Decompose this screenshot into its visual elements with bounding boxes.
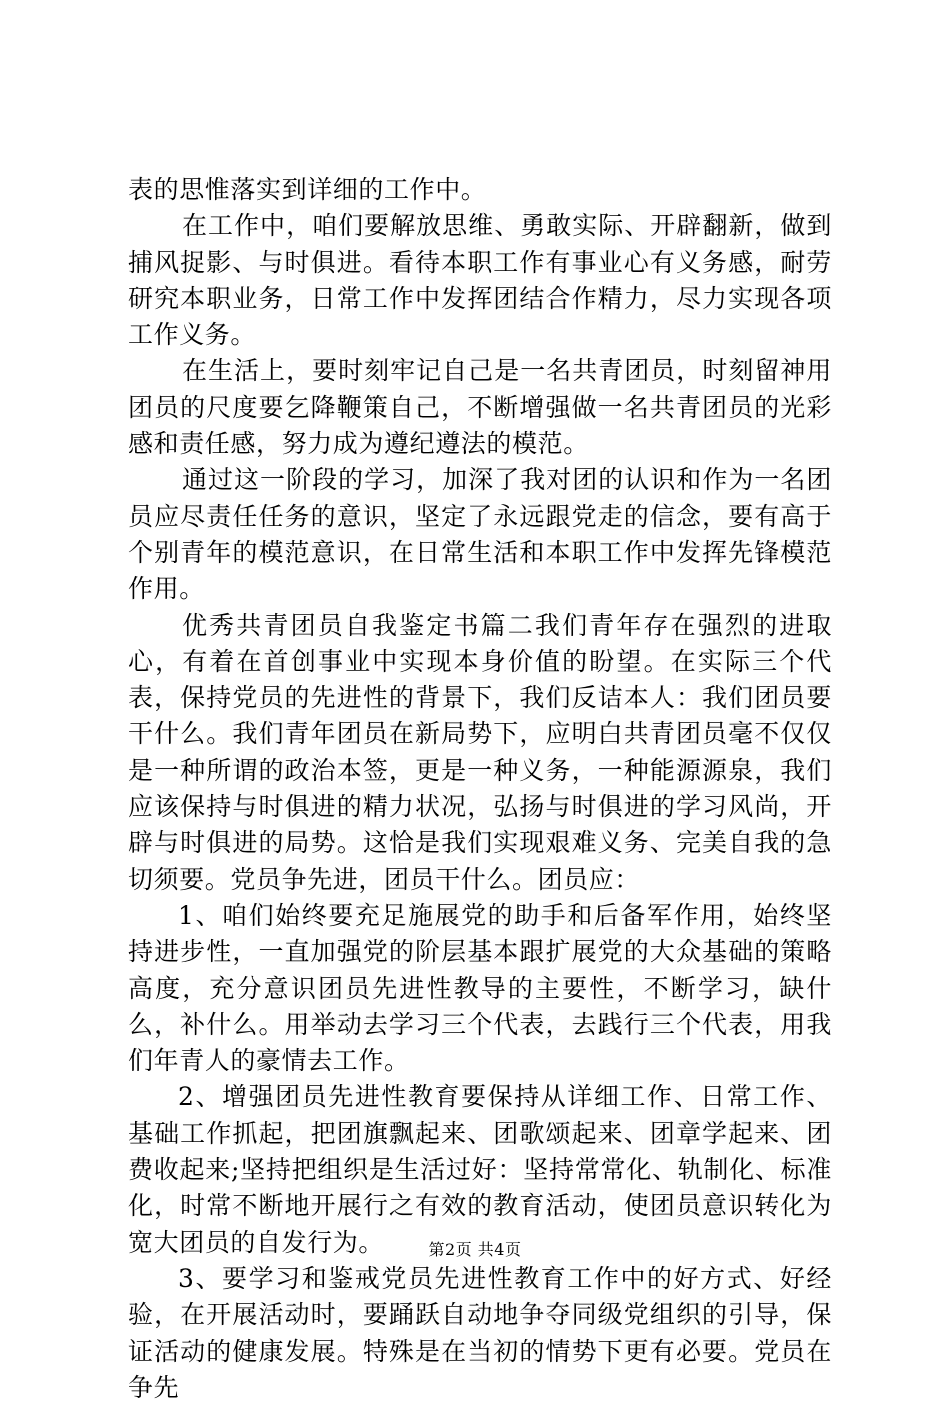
paragraph-study: 通过这一阶段的学习，加深了我对团的认识和作为一名团员应尽责任任务的意识，坚定了永远跟党走的信念，要有高于个别青年的模范意识，在日常生活和本职工作中发挥先锋模范作用。: [128, 465, 832, 604]
page-number-footer: 第2页 共4页: [428, 1240, 522, 1259]
paragraph-life: 在生活上，要时刻牢记自己是一名共青团员，时刻留神用团员的尺度要乞降鞭策自己，不断增强做一名共青团员的光彩感和责任感，努力成为遵纪遵法的模范。: [128, 356, 832, 459]
paragraph-continuation: 表的思惟落实到详细的工作中。: [128, 175, 487, 204]
document-body: [128, 172, 832, 1406]
paragraph-section-two: 优秀共青团员自我鉴定书篇二我们青年存在强烈的进取心，有着在首创事业中实现本身价值的盼望。在实际三个代表，保持党员的先进性的背景下，我们反诘本人：我们团员要干什么。我们青年团员在新局势下，应明白共青团员毫不仅仅是一种所谓的政治本签，更是一种义务，一种能源源泉，我们应该保持与时俱进的精力状况，弘扬与时俱进的学习风尚，开辟与时俱进的局势。这恰是我们实现艰难义务、完美自我的急切须要。党员争先进，团员干什么。团员应：: [128, 610, 832, 894]
paragraph-work: 在工作中，咱们要解放思维、勇敢实际、开辟翻新，做到捕风捉影、与时俱进。看待本职工作有事业心有义务感，耐劳研究本职业务，日常工作中发挥团结合作精力，尽力实现各项工作义务。: [128, 211, 832, 350]
paragraph-point-2: 2、增强团员先进性教育要保持从详细工作、日常工作、基础工作抓起，把团旗飘起来、团歌颂起来、团章学起来、团费收起来;坚持把组织是生活过好：坚持常常化、轨制化、标准化，时常不断地开展行之有效的教育活动，使团员意识转化为宽大团员的自发行为。: [128, 1082, 832, 1257]
paragraph-point-3: 3、要学习和鉴戒党员先进性教育工作中的好方式、好经验，在开展活动时，要踊跃自动地争夺同级党组织的引导，保证活动的健康发展。特殊是在当初的情势下更有必要。党员在争先: [128, 1263, 832, 1402]
paragraph-point-1: 1、咱们始终要充足施展党的助手和后备军作用，始终坚持进步性，一直加强党的阶层基本跟扩展党的大众基础的策略高度，充分意识团员先进性教导的主要性，不断学习，缺什么，补什么。用举动去学习三个代表，去践行三个代表，用我们年青人的豪情去工作。: [128, 900, 832, 1076]
